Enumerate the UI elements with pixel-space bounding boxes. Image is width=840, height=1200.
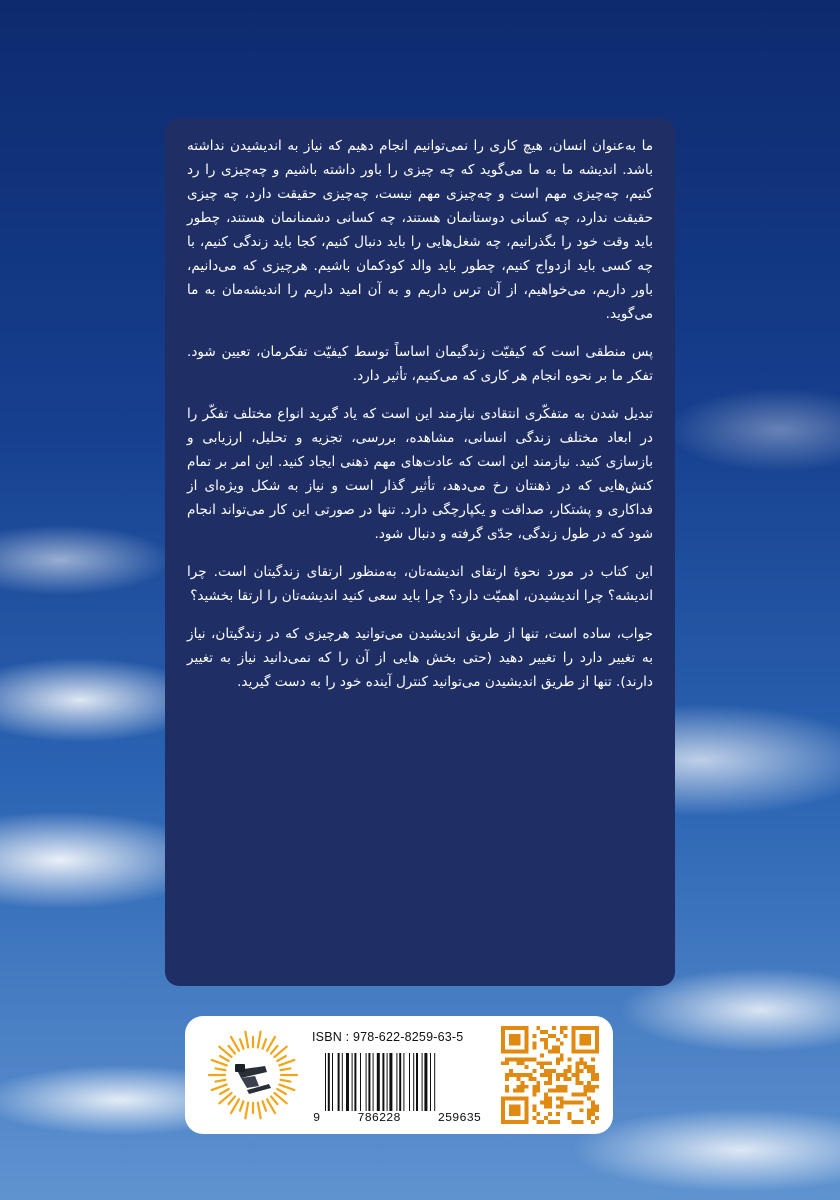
blurb-paragraph-1: ما به‌عنوان انسان، هیچ کاری را نمی‌توانیم انجام دهیم که نیاز به اندیشیدن نداشته باشد. اندیشه ما به ما می‌گوید که چه چیزی را باور داشته باشیم و چه‌چیزی را رد کنیم، چه‌چیزی مهم است و چه‌چیزی مهم نیست، چه‌چیزی حقیقت دارد، چه چیزی حقیقت ندارد، چه کسانی دوستانمان هستند، چه کسانی دشمنانمان هستند، چطور باید وقت خود را بگذرانیم، چه شغل‌هایی را باید دنبال کنیم، کجا باید زندگی کنیم، با چه کسی باید ازدواج کنیم، چطور باید والد کودکمان باشیم. هرچیزی که می‌دانیم، باور داریم، می‌خواهیم، از آن ترس داریم و به آن امید داریم را اندیشه‌مان به ما می‌گوید. [187,138,653,322]
isbn-text: ISBN : 978-622-8259-63-5 [312,1030,464,1044]
barcode-digit-group: 9 [313,1111,321,1125]
barcode-icon [325,1053,477,1111]
blurb-paragraph-4: این کتاب در مورد نحوهٔ ارتقای اندیشه‌تان، به‌منظور ارتقای زندگیتان است. چرا اندیشه؟ چرا اندیشیدن، اهمیّت دارد؟ چرا باید سعی کنید اندیشه‌تان را ارتقا بخشید؟ [187,564,653,604]
isbn-card [185,1016,613,1134]
barcode-digits [313,1111,481,1125]
blurb-panel [165,118,675,986]
qr-code-icon [501,1026,599,1124]
blurb-paragraph-3: تبدیل شدن به متفکّری انتقادی نیازمند این است که یاد گیرید انواع مختلف تفکّر را در ابعاد مختلف زندگی انسانی، مشاهده، بررسی، تجزیه و تحلیل، ارزیابی و بازسازی کنید. نیازمند این است که عادت‌های مهم ذهنی ایجاد کنید. این امر بر تمام کنش‌هایی که در ذهنتان رخ می‌دهد، تأثیر گذار است و نیاز به شکل ویژه‌ای از فداکاری و پشتکار، صداقت و یکپارچگی دارد. تنها در صورتی این کار می‌تواند انجام شود که در طول زندگی، جدّی گرفته و دنبال شود. [187,406,653,542]
barcode-digit-group: 259635 [437,1111,481,1125]
blurb-paragraph-2: پس منطقی است که کیفیّت زندگیمان اساساً توسط کیفیّت تفکرمان، تعیین شود. تفکر ما بر نحوه انجام هر کاری که می‌کنیم، تأثیر دارد. [187,344,653,384]
barcode-digit-group: 786228 [357,1111,401,1125]
publisher-logo-icon [207,1026,299,1124]
blurb-paragraph-5: جواب، ساده است، تنها از طریق اندیشیدن می‌توانید هرچیزی که در زندگیتان، نیاز به تغییر دارد را تغییر دهید (حتی بخش هایی از آن را که نمی‌دانید نیاز به تغییر دارند). تنها از طریق اندیشیدن می‌توانید کنترل آینده خود را به دست گیرید. [187,626,653,690]
